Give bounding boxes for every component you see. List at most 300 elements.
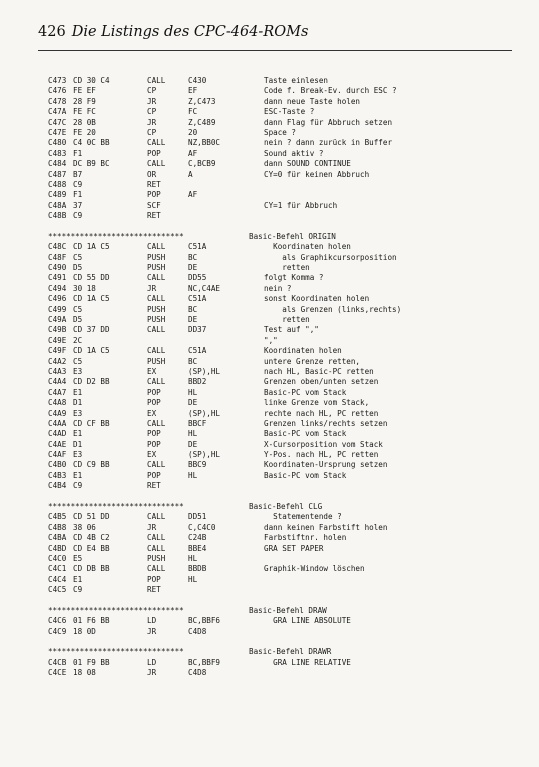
section-header xyxy=(48,502,518,512)
opcode-bytes: 18 0D xyxy=(73,626,96,636)
comment: als Graphikcursorposition xyxy=(264,252,397,262)
operands: EF xyxy=(188,86,198,96)
operands: BBC9 xyxy=(188,460,207,470)
address: C4A9 xyxy=(48,408,67,418)
comment: Basic-PC vom Stack xyxy=(264,470,347,480)
operands: NC,C4AE xyxy=(188,283,221,293)
separator-stars: ****************************** xyxy=(48,502,184,512)
code-line xyxy=(48,450,518,460)
opcode-bytes: C5 xyxy=(73,252,83,262)
comment: X-Cursorposition vom Stack xyxy=(264,439,383,449)
opcode-bytes: E1 xyxy=(73,429,83,439)
operands: A xyxy=(188,169,193,179)
address: C4BA xyxy=(48,533,67,543)
mnemonic: POP xyxy=(147,439,161,449)
mnemonic: EX xyxy=(147,408,157,418)
mnemonic: CALL xyxy=(147,512,166,522)
address: C480 xyxy=(48,138,67,148)
mnemonic: POP xyxy=(147,148,161,158)
comment: Basic-PC vom Stack xyxy=(264,387,347,397)
operands: (SP),HL xyxy=(188,408,221,418)
address: C48A xyxy=(48,200,67,210)
operands: BBE4 xyxy=(188,543,207,553)
mnemonic: CALL xyxy=(147,273,166,283)
section-title: Basic-Befehl CLG xyxy=(249,502,323,512)
address: C49A xyxy=(48,314,67,324)
code-line xyxy=(48,512,518,522)
code-line xyxy=(48,76,518,86)
code-line xyxy=(48,668,518,678)
operands: DE xyxy=(188,263,198,273)
address: C489 xyxy=(48,190,67,200)
code-line xyxy=(48,138,518,148)
mnemonic: CP xyxy=(147,86,157,96)
mnemonic: RET xyxy=(147,179,161,189)
address: C48F xyxy=(48,252,67,262)
code-line xyxy=(48,263,518,273)
code-line xyxy=(48,564,518,574)
mnemonic: POP xyxy=(147,574,161,584)
code-line xyxy=(48,388,518,398)
comment: CY=0 für keinen Abbruch xyxy=(264,169,370,179)
operands: HL xyxy=(188,574,198,584)
address: C4AA xyxy=(48,418,67,428)
opcode-bytes: CD DB BB xyxy=(73,564,110,574)
comment: retten xyxy=(264,263,310,273)
mnemonic: PUSH xyxy=(147,356,166,366)
comment: nein ? xyxy=(264,283,292,293)
opcode-bytes: E1 xyxy=(73,470,83,480)
mnemonic: JR xyxy=(147,96,157,106)
comment: nach HL, Basic-PC retten xyxy=(264,366,374,376)
opcode-bytes: E5 xyxy=(73,553,83,563)
address: C487 xyxy=(48,169,67,179)
address: C48C xyxy=(48,242,67,252)
mnemonic: PUSH xyxy=(147,314,166,324)
operands: C430 xyxy=(188,76,207,85)
opcode-bytes: CD 1A C5 xyxy=(73,294,110,304)
address: C4B8 xyxy=(48,522,67,532)
mnemonic: CALL xyxy=(147,543,166,553)
code-line xyxy=(48,294,518,304)
code-line xyxy=(48,627,518,637)
operands: HL xyxy=(188,553,198,563)
section-title: Basic-Befehl DRAWR xyxy=(249,647,332,657)
opcode-bytes: C4 0C BB xyxy=(73,138,110,148)
comment: Code f. Break-Ev. durch ESC ? xyxy=(264,86,397,96)
address: C4AD xyxy=(48,429,67,439)
operands: Z,C489 xyxy=(188,117,216,127)
operands: C4D8 xyxy=(188,668,207,678)
code-line xyxy=(48,170,518,180)
code-line xyxy=(48,377,518,387)
code-line xyxy=(48,159,518,169)
address: C4B5 xyxy=(48,512,67,522)
address: C4AE xyxy=(48,439,67,449)
mnemonic: JR xyxy=(147,522,157,532)
mnemonic: CALL xyxy=(147,138,166,148)
code-line xyxy=(48,97,518,107)
opcode-bytes: 18 08 xyxy=(73,668,96,678)
comment: Grenzen links/rechts setzen xyxy=(264,418,388,428)
code-line xyxy=(48,211,518,221)
address: C47E xyxy=(48,127,67,137)
opcode-bytes: CD 55 DD xyxy=(73,273,110,283)
opcode-bytes: DC B9 BC xyxy=(73,159,110,169)
code-line xyxy=(48,429,518,439)
code-line xyxy=(48,585,518,595)
code-line xyxy=(48,107,518,117)
comment: Taste einlesen xyxy=(264,76,329,85)
mnemonic: POP xyxy=(147,429,161,439)
block-spacer xyxy=(48,221,518,231)
operands: C51A xyxy=(188,242,207,252)
address: C4A3 xyxy=(48,366,67,376)
opcode-bytes: CD 30 C4 xyxy=(73,76,110,85)
mnemonic: POP xyxy=(147,398,161,408)
opcode-bytes: C9 xyxy=(73,179,83,189)
comment: retten xyxy=(264,314,310,324)
block-spacer xyxy=(48,637,518,647)
operands: FC xyxy=(188,107,198,117)
code-line xyxy=(48,315,518,325)
operands: DE xyxy=(188,314,198,324)
operands: C,C4C0 xyxy=(188,522,216,532)
comment: linke Grenze vom Stack, xyxy=(264,398,370,408)
section-title: Basic-Befehl DRAW xyxy=(249,605,327,615)
mnemonic: CP xyxy=(147,107,157,117)
comment: untere Grenze retten, xyxy=(264,356,361,366)
opcode-bytes: 01 F6 BB xyxy=(73,616,110,626)
page-number: 426 xyxy=(38,24,66,40)
address: C49B xyxy=(48,325,67,335)
address: C4AF xyxy=(48,450,67,460)
code-line xyxy=(48,419,518,429)
address: C4A7 xyxy=(48,387,67,397)
operands: AF xyxy=(188,190,198,200)
mnemonic: CALL xyxy=(147,418,166,428)
operands: BBDB xyxy=(188,564,207,574)
address: C484 xyxy=(48,159,67,169)
code-line xyxy=(48,190,518,200)
address: C4B0 xyxy=(48,460,67,470)
code-line xyxy=(48,305,518,315)
mnemonic: OR xyxy=(147,169,157,179)
address: C49F xyxy=(48,346,67,356)
code-line xyxy=(48,533,518,543)
header-rule xyxy=(38,50,512,51)
operands: HL xyxy=(188,429,198,439)
code-line xyxy=(48,616,518,626)
mnemonic: CALL xyxy=(147,377,166,387)
code-line xyxy=(48,253,518,263)
mnemonic: CALL xyxy=(147,325,166,335)
page-header xyxy=(38,24,512,40)
comment: Graphik-Window löschen xyxy=(264,564,365,574)
address: C473 xyxy=(48,76,67,85)
comment: dann Flag für Abbruch setzen xyxy=(264,117,393,127)
operands: DE xyxy=(188,439,198,449)
operands: BC,BBF9 xyxy=(188,657,221,667)
opcode-bytes: CD C9 BB xyxy=(73,460,110,470)
opcode-bytes: 01 F9 BB xyxy=(73,657,110,667)
address: C4C0 xyxy=(48,553,67,563)
opcode-bytes: D5 xyxy=(73,314,83,324)
address: C491 xyxy=(48,273,67,283)
mnemonic: CALL xyxy=(147,460,166,470)
comment: "," xyxy=(264,335,278,345)
assembly-listing xyxy=(48,76,518,679)
address: C4CE xyxy=(48,668,67,678)
comment: Space ? xyxy=(264,127,297,137)
opcode-bytes: 37 xyxy=(73,200,83,210)
operands: BBD2 xyxy=(188,377,207,387)
operands: (SP),HL xyxy=(188,366,221,376)
mnemonic: POP xyxy=(147,190,161,200)
comment: GRA SET PAPER xyxy=(264,543,324,553)
comment: CY=1 für Abbruch xyxy=(264,200,338,210)
address: C4C5 xyxy=(48,585,67,595)
comment: GRA LINE RELATIVE xyxy=(264,657,351,667)
comment: Koordinaten holen xyxy=(264,346,342,356)
operands: DE xyxy=(188,398,198,408)
mnemonic: PUSH xyxy=(147,553,166,563)
mnemonic: LD xyxy=(147,657,157,667)
code-line xyxy=(48,149,518,159)
operands: AF xyxy=(188,148,198,158)
opcode-bytes: C9 xyxy=(73,481,83,491)
comment: sonst Koordinaten holen xyxy=(264,294,370,304)
code-line xyxy=(48,118,518,128)
address: C494 xyxy=(48,283,67,293)
address: C4C9 xyxy=(48,626,67,636)
opcode-bytes: C9 xyxy=(73,211,83,221)
mnemonic: CALL xyxy=(147,76,166,85)
code-line xyxy=(48,471,518,481)
operands: BC xyxy=(188,304,198,314)
code-line xyxy=(48,357,518,367)
opcode-bytes: D1 xyxy=(73,439,83,449)
mnemonic: SCF xyxy=(147,200,161,210)
mnemonic: POP xyxy=(147,387,161,397)
code-line xyxy=(48,554,518,564)
opcode-bytes: E3 xyxy=(73,450,83,460)
comment: folgt Komma ? xyxy=(264,273,324,283)
opcode-bytes: CD CF BB xyxy=(73,418,110,428)
address: C4C4 xyxy=(48,574,67,584)
operands: BBCF xyxy=(188,418,207,428)
code-line xyxy=(48,336,518,346)
address: C49E xyxy=(48,335,67,345)
mnemonic: EX xyxy=(147,366,157,376)
opcode-bytes: FE EF xyxy=(73,86,96,96)
mnemonic: RET xyxy=(147,585,161,595)
opcode-bytes: E1 xyxy=(73,574,83,584)
separator-stars: ****************************** xyxy=(48,605,184,615)
comment: dann keinen Farbstift holen xyxy=(264,522,388,532)
opcode-bytes: D1 xyxy=(73,398,83,408)
code-line xyxy=(48,242,518,252)
mnemonic: EX xyxy=(147,450,157,460)
mnemonic: PUSH xyxy=(147,304,166,314)
address: C4A4 xyxy=(48,377,67,387)
opcode-bytes: E3 xyxy=(73,366,83,376)
code-line xyxy=(48,409,518,419)
address: C4B4 xyxy=(48,481,67,491)
operands: HL xyxy=(188,470,198,480)
block-spacer xyxy=(48,596,518,606)
comment: Basic-PC vom Stack xyxy=(264,429,347,439)
code-line xyxy=(48,544,518,554)
code-line xyxy=(48,398,518,408)
address: C4BD xyxy=(48,543,67,553)
code-line xyxy=(48,325,518,335)
operands: BC xyxy=(188,356,198,366)
address: C476 xyxy=(48,86,67,96)
opcode-bytes: F1 xyxy=(73,148,83,158)
code-line xyxy=(48,440,518,450)
operands: HL xyxy=(188,387,198,397)
opcode-bytes: CD 1A C5 xyxy=(73,242,110,252)
mnemonic: JR xyxy=(147,668,157,678)
code-line xyxy=(48,523,518,533)
comment: Y-Pos. nach HL, PC retten xyxy=(264,450,379,460)
code-line xyxy=(48,346,518,356)
address: C4A8 xyxy=(48,398,67,408)
opcode-bytes: E1 xyxy=(73,387,83,397)
code-line xyxy=(48,481,518,491)
operands: DD51 xyxy=(188,512,207,522)
comment: als Grenzen (links,rechts) xyxy=(264,304,402,314)
opcode-bytes: CD 51 DD xyxy=(73,512,110,522)
address: C490 xyxy=(48,263,67,273)
mnemonic: JR xyxy=(147,626,157,636)
opcode-bytes: CD 4B C2 xyxy=(73,533,110,543)
comment: Statementende ? xyxy=(264,512,342,522)
code-line xyxy=(48,86,518,96)
operands: Z,C473 xyxy=(188,96,216,106)
opcode-bytes: C9 xyxy=(73,585,83,595)
mnemonic: CALL xyxy=(147,564,166,574)
operands: (SP),HL xyxy=(188,450,221,460)
comment: nein ? dann zurück in Buffer xyxy=(264,138,393,148)
address: C488 xyxy=(48,179,67,189)
address: C4A2 xyxy=(48,356,67,366)
code-line xyxy=(48,658,518,668)
opcode-bytes: FE 20 xyxy=(73,127,96,137)
code-line xyxy=(48,367,518,377)
mnemonic: LD xyxy=(147,616,157,626)
address: C478 xyxy=(48,96,67,106)
comment: Farbstiftnr. holen xyxy=(264,533,347,543)
opcode-bytes: CD E4 BB xyxy=(73,543,110,553)
operands: DD37 xyxy=(188,325,207,335)
address: C48B xyxy=(48,211,67,221)
page-title: Die Listings des CPC-464-ROMs xyxy=(71,24,309,40)
code-line xyxy=(48,575,518,585)
mnemonic: JR xyxy=(147,117,157,127)
mnemonic: CP xyxy=(147,127,157,137)
code-line xyxy=(48,201,518,211)
mnemonic: RET xyxy=(147,481,161,491)
mnemonic: CALL xyxy=(147,294,166,304)
operands: BC,BBF6 xyxy=(188,616,221,626)
operands: C4D8 xyxy=(188,626,207,636)
mnemonic: CALL xyxy=(147,242,166,252)
operands: DD55 xyxy=(188,273,207,283)
operands: C51A xyxy=(188,346,207,356)
opcode-bytes: C5 xyxy=(73,304,83,314)
block-spacer xyxy=(48,492,518,502)
section-header xyxy=(48,232,518,242)
opcode-bytes: 2C xyxy=(73,335,83,345)
opcode-bytes: 30 18 xyxy=(73,283,96,293)
mnemonic: JR xyxy=(147,283,157,293)
opcode-bytes: D5 xyxy=(73,263,83,273)
mnemonic: PUSH xyxy=(147,252,166,262)
opcode-bytes: 28 F9 xyxy=(73,96,96,106)
section-header xyxy=(48,606,518,616)
operands: C51A xyxy=(188,294,207,304)
operands: C,BCB9 xyxy=(188,159,216,169)
operands: C24B xyxy=(188,533,207,543)
comment: GRA LINE ABSOLUTE xyxy=(264,616,351,626)
opcode-bytes: 38 06 xyxy=(73,522,96,532)
section-title: Basic-Befehl ORIGIN xyxy=(249,231,336,241)
opcode-bytes: F1 xyxy=(73,190,83,200)
mnemonic: CALL xyxy=(147,533,166,543)
address: C4CB xyxy=(48,657,67,667)
operands: 20 xyxy=(188,127,198,137)
comment: Test auf "," xyxy=(264,325,319,335)
comment: rechte nach HL, PC retten xyxy=(264,408,379,418)
comment: dann neue Taste holen xyxy=(264,96,361,106)
mnemonic: CALL xyxy=(147,346,166,356)
code-line xyxy=(48,273,518,283)
code-line xyxy=(48,180,518,190)
mnemonic: CALL xyxy=(147,159,166,169)
comment: dann SOUND CONTINUE xyxy=(264,159,351,169)
mnemonic: POP xyxy=(147,470,161,480)
opcode-bytes: B7 xyxy=(73,169,83,179)
operands: BC xyxy=(188,252,198,262)
opcode-bytes: 28 0B xyxy=(73,117,96,127)
opcode-bytes: CD D2 BB xyxy=(73,377,110,387)
address: C4B3 xyxy=(48,470,67,480)
separator-stars: ****************************** xyxy=(48,647,184,657)
comment: Grenzen oben/unten setzen xyxy=(264,377,379,387)
opcode-bytes: FE FC xyxy=(73,107,96,117)
comment: Koordinaten-Ursprung setzen xyxy=(264,460,388,470)
section-header xyxy=(48,647,518,657)
address: C47C xyxy=(48,117,67,127)
address: C47A xyxy=(48,107,67,117)
mnemonic: RET xyxy=(147,211,161,221)
opcode-bytes: CD 1A C5 xyxy=(73,346,110,356)
address: C483 xyxy=(48,148,67,158)
separator-stars: ****************************** xyxy=(48,231,184,241)
opcode-bytes: C5 xyxy=(73,356,83,366)
opcode-bytes: E3 xyxy=(73,408,83,418)
code-line xyxy=(48,128,518,138)
code-line xyxy=(48,460,518,470)
address: C4C1 xyxy=(48,564,67,574)
comment: Koordinaten holen xyxy=(264,242,351,252)
address: C496 xyxy=(48,294,67,304)
opcode-bytes: CD 37 DD xyxy=(73,325,110,335)
comment: ESC-Taste ? xyxy=(264,107,315,117)
code-line xyxy=(48,284,518,294)
